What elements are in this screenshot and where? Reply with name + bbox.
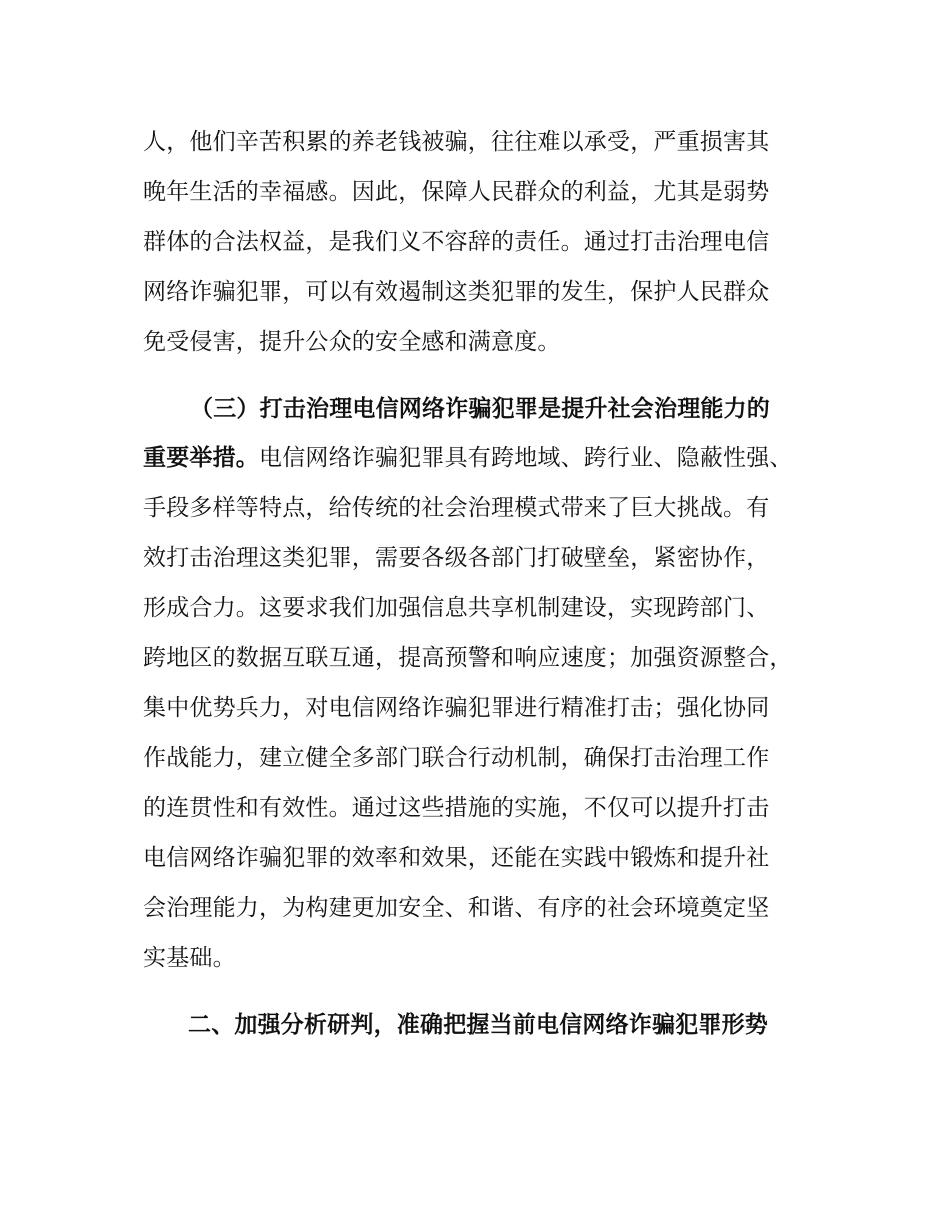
section-heading-continuation — [143, 443, 793, 473]
body-text-line: 手段多样等特点，给传统的社会治理模式带来了巨大挑战。有 — [143, 495, 770, 521]
body-text-line: 电信网络诈骗犯罪的效率和效果，还能在实践中锻炼和提升社 — [143, 845, 770, 871]
body-text-line: 人，他们辛苦积累的养老钱被骗，往往难以承受，严重损害其 — [143, 129, 770, 155]
body-text-line: 晚年生活的幸福感。因此，保障人民群众的利益，尤其是弱势 — [143, 179, 770, 205]
section-heading-tail: 重要举措。 — [143, 445, 259, 471]
body-text-line: 网络诈骗犯罪，可以有效遏制这类犯罪的发生，保护人民群众 — [143, 279, 770, 305]
body-text-line: 免受侵害，提升公众的安全感和满意度。 — [143, 329, 561, 355]
body-text-line: 效打击治理这类犯罪，需要各级各部门打破壁垒，紧密协作， — [143, 545, 770, 571]
body-text-line: 跨地区的数据互联互通，提高预警和响应速度；加强资源整合， — [143, 645, 793, 671]
body-text-line: 实基础。 — [143, 945, 236, 971]
body-text-line: 集中优势兵力，对电信网络诈骗犯罪进行精准打击；强化协同 — [143, 695, 770, 721]
body-text-line: 的连贯性和有效性。通过这些措施的实施，不仅可以提升打击 — [143, 795, 770, 821]
body-text-line: 群体的合法权益，是我们义不容辞的责任。通过打击治理电信 — [143, 229, 770, 255]
body-text-line: 作战能力，建立健全多部门联合行动机制，确保打击治理工作 — [143, 745, 770, 771]
body-text-line: 会治理能力，为构建更加安全、和谐、有序的社会环境奠定坚 — [143, 895, 770, 921]
section-heading: （三）打击治理电信网络诈骗犯罪是提升社会治理能力的 — [190, 396, 770, 422]
body-text-line: 形成合力。这要求我们加强信息共享机制建设，实现跨部门、 — [143, 595, 770, 621]
chapter-heading: 二、加强分析研判，准确把握当前电信网络诈骗犯罪形势 — [188, 1012, 768, 1038]
body-text-segment: 电信网络诈骗犯罪具有跨地域、跨行业、隐蔽性强、 — [259, 445, 793, 471]
